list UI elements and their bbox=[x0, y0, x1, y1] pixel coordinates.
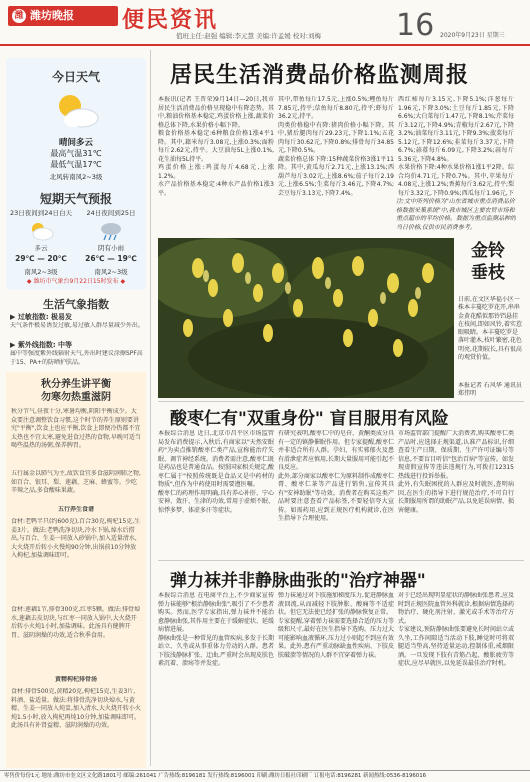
left-column bbox=[6, 50, 146, 768]
main-article-col-2: 其中,带鱼每斤17.5元,上涨0.5%;鲤鱼每斤7.85元,持平;草鱼每斤8.80元,持平;虾每斤36.2元,持平。 肉类价格稳中有降:猪肉价格小幅下降。其中,猪后腿肉每斤29.23元,下降1.1%;五花肉每斤30.62元,下降0.8%;排骨每斤34.85元,下降0.5%。 蔬菜价格总体下降:15种蔬菜价格3涨1平11降。其中,黄瓜每斤2.71元,上涨13.1%;西葫芦每斤3.02元,上涨8.6%;茄子每斤2.19元,上涨6.5%;生菜每斤3.46元,下降4.7%;芸豆每斤3.13元,下降7.4%。 bbox=[278, 96, 394, 197]
forecast-day2 bbox=[76, 208, 146, 276]
forecast-day2-cond: 阴有小雨 bbox=[98, 244, 124, 252]
logo-text: 潍坊晚报 bbox=[30, 9, 74, 22]
weather-title: 今日天气 bbox=[51, 70, 100, 84]
logo-mark-icon: 潍 bbox=[12, 9, 26, 23]
autumn-para-1: 秋分节气,昼夜十分,寒暑均衡,阴阳平衡成少。大众要注意调整饮食习惯,这个时节的养生原则要讲究"平衡",饮食上也应平衡,饮食上即便冷热都不宜太热也不宜太寒,避免进食过热的食物,早晚可适当喝些温热的汤粥,保养脾胃。 bbox=[11, 408, 141, 449]
editor-line: 值班主任:赵强 编辑:李元慧 美编:许孟媛 校对:刘梅 bbox=[176, 32, 321, 40]
section-title: 便民资讯 bbox=[122, 8, 219, 33]
forecast-day1-cond: 多云 bbox=[34, 244, 48, 252]
sun-cloud-icon bbox=[50, 90, 102, 130]
forecast-day2-temp: 26℃ — 19℃ bbox=[85, 254, 137, 263]
main-article-col-3: 西红柿每斤3.15元,下降5.1%;洋葱每斤1.96元,下降3.0%;土豆每斤1.85元,下降6.6%;大白菜每斤1.47元,下降8.1%;芹菜每斤3.12元,下降4.9%;青椒每斤2.67元,下降3.2%;油菜每斤3.11元,下降9.3%;菠菜每斤5.12元,下降12.6%;韭菜每斤3.37元,下降6.7%;蒜薹每斤6.09元,下降3.2%;蒜每斤5.36元,下降4.8%。 水果价格下降:4种水果价格1涨1平2降。综合均价4.71元,下降0.7%。其中,苹果每斤4.08元,上涨1.2%;香蕉每斤3.62元,持平;梨每斤3.32元,下降0.9%;西瓜每斤1.96元,下 bbox=[398, 96, 514, 196]
cloudy-icon bbox=[28, 221, 54, 241]
section-rule-2 bbox=[158, 560, 524, 561]
page-number: 16 bbox=[396, 8, 435, 43]
photo-title: 金铃 垂枝 bbox=[471, 241, 505, 283]
life-weather-title: 生活气象指数 bbox=[43, 298, 109, 311]
forecast-day2-date: 24日夜间到25日 bbox=[86, 209, 136, 217]
main-article-col-1: 本报讯(记者 王晋荣)9月14日—20日,我市居民生活消费品价格呈现稳中有降态势。其中,粮油价格基本稳定,鸡蛋价格上涨,蔬菜价格总体下降,水果价格小幅下降。 粮食价格基本稳定:6种粮食价格1涨4平1降。其中,籍米每斤3.08元,上涨0.3%;面粉每斤2.62元,持平。大豆油每5L上涨0.1%,花生油每5L持平。 鸡蛋价格上涨:鸡蛋每斤4.68元,上涨1.2%。 水产品价格基本稳定:4种水产品价格1涨3平。 bbox=[158, 96, 274, 197]
article3-col-1: 本报综合消息 在电商平台上,不少商家宣传弹力袜能够"根治静脉曲张",吸引了不少患者购买。然而,医学专家指出,弹力袜并不能治愈静脉曲张,其作用主要在于缓解症状、延缓病情进展。 静脉曲张是一种常见的血管疾病,多发于长期站立、久坐或从事重体力劳动的人群。患者下肢浅静脉扩张、迂曲,严重时会出现皮肤色素沉着、溃疡等并发症。 bbox=[158, 592, 274, 667]
recipe-title-2: 黄精枸杞排骨汤 bbox=[54, 676, 97, 683]
photo-credit: 本报记者 石风华 通讯员 郑伟明 bbox=[458, 382, 522, 398]
today-low: 最低气温17℃ bbox=[50, 160, 102, 169]
newspaper-logo bbox=[8, 6, 118, 26]
allergy-index-text: 天气条件极易诱发过敏,易过敏人群尽量减少外出。 bbox=[10, 322, 144, 329]
article2-col-2: 有研究表明,酸枣仁中的皂苷、黄酮类成分具有一定的镇静催眠作用。但专家提醒,酸枣仁并非适合所有人群。孕妇、有实邪郁火及患有滑泄症者应慎用,长期大量服用可能引起不良反应。 此外,部分商家以酸枣仁为原料制作成酸枣仁膏、酸枣仁茶等产品进行销售,宣传其具有"安神助眠"等功效。消费者在购买这类产品时要注意查看产品标签,不要轻信夸大宣传。如需药用,应到正规医疗机构就诊,在医生指导下合理使用。 bbox=[278, 430, 394, 522]
forecast-day1-date: 23日夜间到24日白天 bbox=[9, 209, 73, 217]
forecast-day1-temp: 29℃ — 20℃ bbox=[15, 254, 67, 263]
article3-col-3: 对于已经出现明显症状的静脉曲张患者,应及时到正规医院血管外科就诊,根据病情选择药物治疗、硬化剂注射、激光或手术等治疗方式。 专家建议,预防静脉曲张要避免长时间站立或久坐,工作间隙适当活动下肢,睡觉时可将双腿适当垫高,坚持适量运动,控制体重,戒烟限酒。一旦发现下肢有青筋凸起、酸胀疲劳等症状,应尽早就医,以免延误最佳治疗时机。 bbox=[398, 592, 514, 667]
autumn-para-2: 五行属金以肺气为主,故饮食宜多食滋阴润肺之物,如百合、银耳、梨、莲藕、芝麻、蜂蜜等。少吃辛辣之品,多食酸味果蔬。 bbox=[11, 470, 141, 494]
issue-date: 2020年9月23日 星期三 bbox=[440, 32, 505, 39]
forecast-title: 短期天气预报 bbox=[39, 192, 112, 206]
recipe-title-1: 五行养生食谱 bbox=[57, 506, 94, 513]
article3-col-2: 弹力袜通过对下肢施加梯度压力,促进静脉血液回流,从而减轻下肢肿胀、酸痛等不适症状。但它无法使已经扩张的静脉恢复正常。 专家提醒,穿着弹力袜需要选择合适的压力等级和尺寸,最好在医生指导下选购。压力过大可能影响血液循环,压力过小则起不到应有效果。此外,患有严重动脉缺血性疾病、下肢皮肤破溃等情况的人群不宜穿着弹力袜。 bbox=[278, 592, 394, 659]
section-rule-1 bbox=[158, 401, 524, 402]
forecast-day1-wind: 南风2~3级 bbox=[24, 268, 58, 276]
autumn-para-3: 食材:老鸭半只(约600克),百合30克,枸杞15克,生姜3片。做法:老鸭洗净切块,冷水下锅,焯水后捞出,与百合、生姜一同放入砂锅中,加入适量清水,大火烧开后转小火慢炖90分钟,出锅前10分钟放入枸杞,加盐调味即可。 bbox=[11, 518, 141, 559]
article2-title: 酸枣仁有"双重身份" 盲目服用有风险 bbox=[170, 409, 449, 429]
page-header bbox=[0, 0, 530, 46]
uv-index-title: ▶ 紫外线指数: 中等 bbox=[10, 341, 73, 349]
column-divider bbox=[150, 50, 151, 766]
flower-photo-image bbox=[158, 238, 454, 398]
today-condition: 晴间多云 bbox=[58, 138, 93, 148]
autumn-health-box bbox=[6, 372, 146, 768]
article3-title: 弹力袜并非静脉曲张的"治疗神器" bbox=[170, 571, 426, 591]
autumn-para-5: 食材:排骨500克,黄精20克,枸杞15克,生姜3片,料酒、盐适量。做法:将排骨洗净切块焯水,与黄精、生姜一同放入炖盅,加入清水,大火烧开转小火炖1.5小时,放入枸杞再炖10分钟,加盐调味即可。此汤具有补肾益精、滋阴润燥的功效。 bbox=[11, 688, 141, 729]
uv-index-text: 属中等强度紫外线辐射天气,外出时建议涂擦SPF高于15、PA+的防晒护肤品。 bbox=[10, 350, 143, 366]
today-wind: 北风转南风2~3级 bbox=[49, 173, 103, 181]
forecast-day2-wind: 南风2~3级 bbox=[94, 268, 128, 276]
light-rain-icon bbox=[98, 221, 124, 241]
forecast-day1 bbox=[6, 208, 76, 276]
autumn-para-4: 食材:莲藕1节,排骨300克,红枣5颗。做法:排骨焯水,莲藕去皮切块,与红枣一同放入锅中,大火烧开后转小火炖1小时,加盐调味。此汤具有健脾开胃、滋阴润燥的功效,适合秋季食用。 bbox=[11, 606, 140, 639]
today-high: 最高气温31℃ bbox=[50, 149, 102, 158]
article2-col-1: 本报综合消息 近日,北京市昌平区市场监管局发布消费提示,入秋后,有商家以"天然安眠药"为卖点推销酸枣仁类产品,宣称能治疗失眠、调节神经系统。消费者需注意,酸枣仁既是药品也是普通食品。按照国家相关规定,酸枣仁属于"按照传统既是食品又是中药材的物质",但作为中药使用时需要遵医嘱。 酸枣仁的药理作用明确,具有养心补肝、宁心安神、敛汗、生津的功效,常用于虚烦不眠、惊悸多梦、体虚多汗等症状。 bbox=[158, 430, 274, 514]
weather-source: ◆ 潍坊市气象台9月22日15时发布 ◆ bbox=[26, 278, 126, 285]
weather-card bbox=[6, 58, 146, 290]
header-rule bbox=[0, 44, 530, 46]
allergy-index-title: ▶ 过敏指数: 极易发 bbox=[10, 313, 73, 321]
autumn-title: 秋分养生讲平衡 勿寒勿热重滋阴 bbox=[41, 379, 111, 403]
photo-caption: 日前,在文区华福小区一株本丰蔓吃罗花开,串串金黄花酷似那铃铛悬挂在枝间,即如风铃,着实惹眼吸睛。本丰蔓吃罗是落叶灌木,枝叶繁密,花色明亮,花期较长,具有很高的观赏价值。 bbox=[458, 296, 522, 362]
price-note: 注:文中所列价格为"山东省城市重点消费品价格数据采集系统"中,我市城区主要农贸市场和重点超市的平均价格。数据为重点监测品种的当日价格,仅供市民消费参考。 bbox=[396, 198, 516, 231]
main-article-title: 居民生活消费品价格监测周报 bbox=[170, 63, 470, 88]
flower-photo bbox=[158, 238, 454, 398]
article2-col-3: 市场监管部门提醒广大消费者,购买酸枣仁类产品时,应选择正规渠道,认准产品标识,仔细查看生产日期、保质期、生产许可证编号等信息,不要盲目听信"包治百病"等宣传。如发现虚假宣传等违法违规行为,可拨打12315热线进行投诉举报。 此外,有失眠困扰的人群应及时就医,查明病因,在医生的指导下进行规范治疗,不可自行长期服用所谓的助眠产品,以免延误病情、损害健康。 bbox=[398, 430, 514, 514]
page-footer: 零售价每份1元 地址:潍坊市奎文区文化路1801号 邮编:261041 广告热线:8196181 发行热线:8196001 印刷:潍坊日报社印刷厂 订报电话:8196281 新闻热线:0536-8196016 bbox=[0, 770, 530, 782]
